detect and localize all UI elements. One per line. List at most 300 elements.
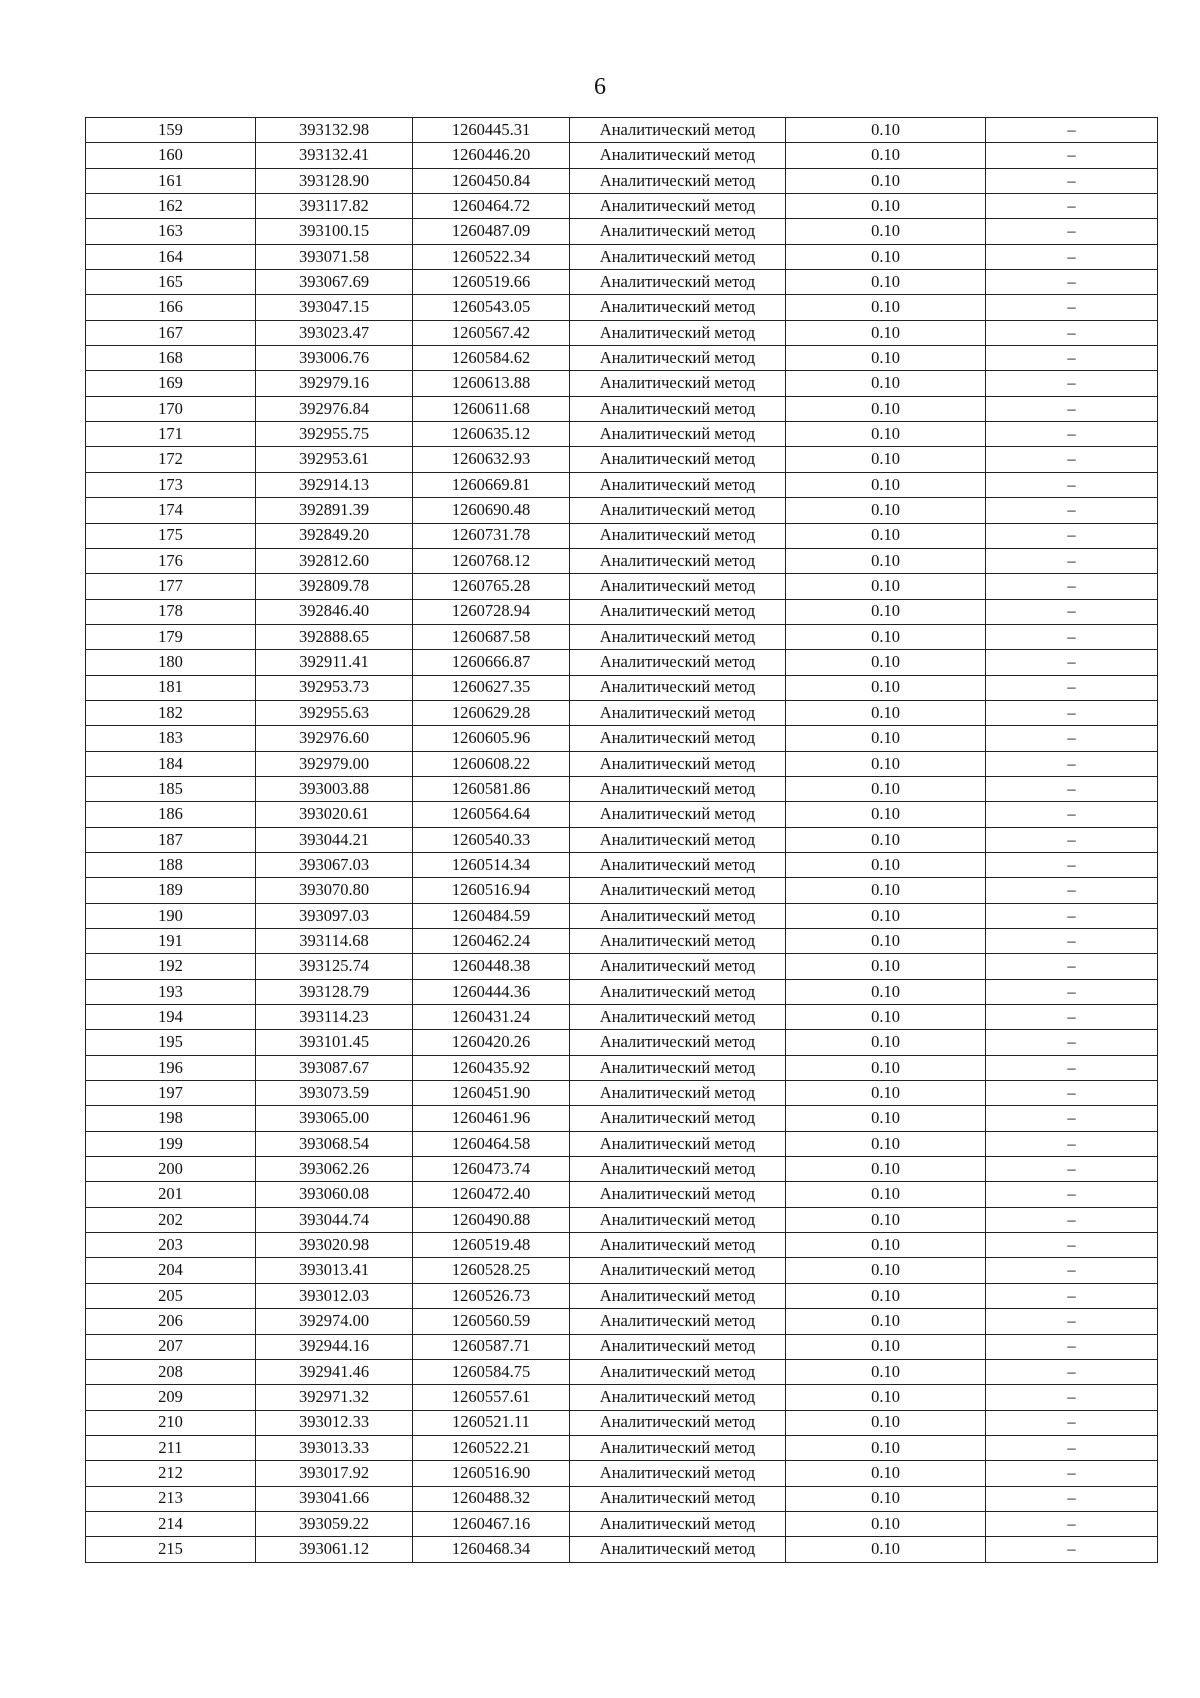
table-row [86,675,1158,700]
y-coordinate-cell: 1260484.59 [413,903,570,928]
point-number-cell: 165 [86,270,256,295]
table-row [86,1309,1158,1334]
point-number-cell: 199 [86,1131,256,1156]
note-cell: – [986,650,1158,675]
accuracy-cell: 0.10 [786,1283,986,1308]
accuracy-cell: 0.10 [786,1334,986,1359]
method-cell: Аналитический метод [570,979,786,1004]
accuracy-cell: 0.10 [786,118,986,143]
y-coordinate-cell: 1260613.88 [413,371,570,396]
note-cell: – [986,270,1158,295]
point-number-cell: 171 [86,422,256,447]
x-coordinate-cell: 392976.84 [256,396,413,421]
point-number-cell: 190 [86,903,256,928]
y-coordinate-cell: 1260522.34 [413,244,570,269]
table-row [86,1410,1158,1435]
method-cell: Аналитический метод [570,295,786,320]
accuracy-cell: 0.10 [786,194,986,219]
method-cell: Аналитический метод [570,1486,786,1511]
table-row [86,371,1158,396]
table-row [86,219,1158,244]
table-row [86,1131,1158,1156]
x-coordinate-cell: 393114.68 [256,929,413,954]
point-number-cell: 207 [86,1334,256,1359]
method-cell: Аналитический метод [570,827,786,852]
x-coordinate-cell: 392953.61 [256,447,413,472]
table-row [86,523,1158,548]
y-coordinate-cell: 1260473.74 [413,1157,570,1182]
y-coordinate-cell: 1260464.72 [413,194,570,219]
method-cell: Аналитический метод [570,143,786,168]
point-number-cell: 178 [86,599,256,624]
x-coordinate-cell: 393020.61 [256,802,413,827]
method-cell: Аналитический метод [570,548,786,573]
accuracy-cell: 0.10 [786,802,986,827]
point-number-cell: 213 [86,1486,256,1511]
point-number-cell: 194 [86,1005,256,1030]
x-coordinate-cell: 393006.76 [256,346,413,371]
x-coordinate-cell: 392849.20 [256,523,413,548]
x-coordinate-cell: 393023.47 [256,320,413,345]
table-row [86,852,1158,877]
point-number-cell: 191 [86,929,256,954]
table-row [86,929,1158,954]
x-coordinate-cell: 392914.13 [256,472,413,497]
method-cell: Аналитический метод [570,219,786,244]
accuracy-cell: 0.10 [786,599,986,624]
x-coordinate-cell: 392974.00 [256,1309,413,1334]
table-row [86,1511,1158,1536]
note-cell: – [986,700,1158,725]
table-row [86,776,1158,801]
table-row [86,574,1158,599]
note-cell: – [986,295,1158,320]
x-coordinate-cell: 393101.45 [256,1030,413,1055]
table-row [86,244,1158,269]
x-coordinate-cell: 393100.15 [256,219,413,244]
method-cell: Аналитический метод [570,346,786,371]
y-coordinate-cell: 1260435.92 [413,1055,570,1080]
point-number-cell: 179 [86,624,256,649]
point-number-cell: 162 [86,194,256,219]
method-cell: Аналитический метод [570,624,786,649]
accuracy-cell: 0.10 [786,371,986,396]
y-coordinate-cell: 1260627.35 [413,675,570,700]
table-row [86,726,1158,751]
note-cell: – [986,244,1158,269]
x-coordinate-cell: 393067.69 [256,270,413,295]
table-row [86,979,1158,1004]
accuracy-cell: 0.10 [786,827,986,852]
y-coordinate-cell: 1260420.26 [413,1030,570,1055]
y-coordinate-cell: 1260522.21 [413,1435,570,1460]
method-cell: Аналитический метод [570,1182,786,1207]
note-cell: – [986,1410,1158,1435]
table-row [86,1258,1158,1283]
point-number-cell: 168 [86,346,256,371]
note-cell: – [986,751,1158,776]
note-cell: – [986,1334,1158,1359]
x-coordinate-cell: 393060.08 [256,1182,413,1207]
accuracy-cell: 0.10 [786,1207,986,1232]
y-coordinate-cell: 1260728.94 [413,599,570,624]
point-number-cell: 200 [86,1157,256,1182]
note-cell: – [986,827,1158,852]
x-coordinate-cell: 393059.22 [256,1511,413,1536]
y-coordinate-cell: 1260768.12 [413,548,570,573]
table-row [86,1233,1158,1258]
y-coordinate-cell: 1260557.61 [413,1385,570,1410]
table-row [86,320,1158,345]
x-coordinate-cell: 393013.33 [256,1435,413,1460]
method-cell: Аналитический метод [570,903,786,928]
x-coordinate-cell: 393003.88 [256,776,413,801]
x-coordinate-cell: 393097.03 [256,903,413,928]
note-cell: – [986,675,1158,700]
method-cell: Аналитический метод [570,929,786,954]
table-row [86,1055,1158,1080]
table-row [86,1283,1158,1308]
x-coordinate-cell: 392911.41 [256,650,413,675]
y-coordinate-cell: 1260605.96 [413,726,570,751]
x-coordinate-cell: 393013.41 [256,1258,413,1283]
method-cell: Аналитический метод [570,1334,786,1359]
note-cell: – [986,1461,1158,1486]
point-number-cell: 205 [86,1283,256,1308]
accuracy-cell: 0.10 [786,675,986,700]
method-cell: Аналитический метод [570,371,786,396]
y-coordinate-cell: 1260635.12 [413,422,570,447]
point-number-cell: 161 [86,168,256,193]
y-coordinate-cell: 1260516.90 [413,1461,570,1486]
accuracy-cell: 0.10 [786,1410,986,1435]
accuracy-cell: 0.10 [786,396,986,421]
table-row [86,1157,1158,1182]
x-coordinate-cell: 393061.12 [256,1537,413,1562]
x-coordinate-cell: 392979.00 [256,751,413,776]
accuracy-cell: 0.10 [786,472,986,497]
y-coordinate-cell: 1260528.25 [413,1258,570,1283]
table-row [86,295,1158,320]
note-cell: – [986,371,1158,396]
y-coordinate-cell: 1260446.20 [413,143,570,168]
method-cell: Аналитический метод [570,776,786,801]
table-row [86,1030,1158,1055]
table-row [86,270,1158,295]
note-cell: – [986,878,1158,903]
point-number-cell: 184 [86,751,256,776]
method-cell: Аналитический метод [570,1055,786,1080]
y-coordinate-cell: 1260564.64 [413,802,570,827]
x-coordinate-cell: 392891.39 [256,498,413,523]
y-coordinate-cell: 1260519.48 [413,1233,570,1258]
note-cell: – [986,1233,1158,1258]
table-row [86,954,1158,979]
method-cell: Аналитический метод [570,1157,786,1182]
method-cell: Аналитический метод [570,574,786,599]
note-cell: – [986,1157,1158,1182]
x-coordinate-cell: 393071.58 [256,244,413,269]
accuracy-cell: 0.10 [786,751,986,776]
note-cell: – [986,1511,1158,1536]
x-coordinate-cell: 392979.16 [256,371,413,396]
point-number-cell: 196 [86,1055,256,1080]
accuracy-cell: 0.10 [786,1157,986,1182]
x-coordinate-cell: 392944.16 [256,1334,413,1359]
table-row [86,1385,1158,1410]
note-cell: – [986,979,1158,1004]
note-cell: – [986,1283,1158,1308]
point-number-cell: 177 [86,574,256,599]
accuracy-cell: 0.10 [786,498,986,523]
method-cell: Аналитический метод [570,244,786,269]
accuracy-cell: 0.10 [786,523,986,548]
accuracy-cell: 0.10 [786,700,986,725]
accuracy-cell: 0.10 [786,1309,986,1334]
method-cell: Аналитический метод [570,1283,786,1308]
accuracy-cell: 0.10 [786,295,986,320]
accuracy-cell: 0.10 [786,650,986,675]
point-number-cell: 187 [86,827,256,852]
y-coordinate-cell: 1260472.40 [413,1182,570,1207]
point-number-cell: 163 [86,219,256,244]
accuracy-cell: 0.10 [786,1233,986,1258]
note-cell: – [986,1005,1158,1030]
point-number-cell: 180 [86,650,256,675]
y-coordinate-cell: 1260666.87 [413,650,570,675]
accuracy-cell: 0.10 [786,1055,986,1080]
method-cell: Аналитический метод [570,168,786,193]
point-number-cell: 182 [86,700,256,725]
accuracy-cell: 0.10 [786,548,986,573]
note-cell: – [986,219,1158,244]
table-row [86,143,1158,168]
accuracy-cell: 0.10 [786,1106,986,1131]
accuracy-cell: 0.10 [786,878,986,903]
x-coordinate-cell: 393073.59 [256,1081,413,1106]
method-cell: Аналитический метод [570,118,786,143]
x-coordinate-cell: 393065.00 [256,1106,413,1131]
point-number-cell: 197 [86,1081,256,1106]
y-coordinate-cell: 1260490.88 [413,1207,570,1232]
x-coordinate-cell: 392955.63 [256,700,413,725]
note-cell: – [986,422,1158,447]
table-row [86,599,1158,624]
point-number-cell: 174 [86,498,256,523]
y-coordinate-cell: 1260584.75 [413,1359,570,1384]
point-number-cell: 193 [86,979,256,1004]
method-cell: Аналитический метод [570,1511,786,1536]
point-number-cell: 181 [86,675,256,700]
note-cell: – [986,802,1158,827]
accuracy-cell: 0.10 [786,776,986,801]
point-number-cell: 188 [86,852,256,877]
x-coordinate-cell: 393128.79 [256,979,413,1004]
note-cell: – [986,168,1158,193]
x-coordinate-cell: 392941.46 [256,1359,413,1384]
accuracy-cell: 0.10 [786,624,986,649]
method-cell: Аналитический метод [570,726,786,751]
method-cell: Аналитический метод [570,194,786,219]
y-coordinate-cell: 1260687.58 [413,624,570,649]
accuracy-cell: 0.10 [786,143,986,168]
table-row [86,1106,1158,1131]
table-row [86,1207,1158,1232]
x-coordinate-cell: 393017.92 [256,1461,413,1486]
x-coordinate-cell: 392888.65 [256,624,413,649]
method-cell: Аналитический метод [570,1258,786,1283]
coordinates-table [85,117,1158,1563]
note-cell: – [986,726,1158,751]
point-number-cell: 166 [86,295,256,320]
y-coordinate-cell: 1260450.84 [413,168,570,193]
note-cell: – [986,1081,1158,1106]
y-coordinate-cell: 1260567.42 [413,320,570,345]
note-cell: – [986,194,1158,219]
y-coordinate-cell: 1260448.38 [413,954,570,979]
y-coordinate-cell: 1260690.48 [413,498,570,523]
y-coordinate-cell: 1260461.96 [413,1106,570,1131]
method-cell: Аналитический метод [570,751,786,776]
point-number-cell: 206 [86,1309,256,1334]
x-coordinate-cell: 393114.23 [256,1005,413,1030]
y-coordinate-cell: 1260462.24 [413,929,570,954]
y-coordinate-cell: 1260526.73 [413,1283,570,1308]
accuracy-cell: 0.10 [786,852,986,877]
table-row [86,624,1158,649]
table-row [86,472,1158,497]
accuracy-cell: 0.10 [786,346,986,371]
point-number-cell: 215 [86,1537,256,1562]
note-cell: – [986,523,1158,548]
x-coordinate-cell: 393012.03 [256,1283,413,1308]
method-cell: Аналитический метод [570,523,786,548]
point-number-cell: 175 [86,523,256,548]
note-cell: – [986,1385,1158,1410]
method-cell: Аналитический метод [570,1359,786,1384]
table-row [86,422,1158,447]
x-coordinate-cell: 392976.60 [256,726,413,751]
x-coordinate-cell: 393128.90 [256,168,413,193]
y-coordinate-cell: 1260765.28 [413,574,570,599]
method-cell: Аналитический метод [570,320,786,345]
page-number: 6 [594,74,606,100]
table-row [86,1005,1158,1030]
point-number-cell: 159 [86,118,256,143]
table-row [86,1537,1158,1562]
y-coordinate-cell: 1260581.86 [413,776,570,801]
point-number-cell: 208 [86,1359,256,1384]
method-cell: Аналитический метод [570,1385,786,1410]
accuracy-cell: 0.10 [786,954,986,979]
table-row [86,827,1158,852]
method-cell: Аналитический метод [570,1537,786,1562]
note-cell: – [986,624,1158,649]
accuracy-cell: 0.10 [786,1030,986,1055]
table-row [86,1081,1158,1106]
method-cell: Аналитический метод [570,599,786,624]
method-cell: Аналитический метод [570,1435,786,1460]
y-coordinate-cell: 1260608.22 [413,751,570,776]
x-coordinate-cell: 393087.67 [256,1055,413,1080]
note-cell: – [986,574,1158,599]
y-coordinate-cell: 1260488.32 [413,1486,570,1511]
point-number-cell: 209 [86,1385,256,1410]
note-cell: – [986,852,1158,877]
point-number-cell: 164 [86,244,256,269]
table-row [86,1435,1158,1460]
accuracy-cell: 0.10 [786,929,986,954]
note-cell: – [986,1258,1158,1283]
table-row [86,194,1158,219]
note-cell: – [986,1309,1158,1334]
method-cell: Аналитический метод [570,498,786,523]
x-coordinate-cell: 393068.54 [256,1131,413,1156]
y-coordinate-cell: 1260519.66 [413,270,570,295]
accuracy-cell: 0.10 [786,1359,986,1384]
table-row [86,1359,1158,1384]
note-cell: – [986,472,1158,497]
y-coordinate-cell: 1260445.31 [413,118,570,143]
accuracy-cell: 0.10 [786,726,986,751]
method-cell: Аналитический метод [570,1207,786,1232]
point-number-cell: 176 [86,548,256,573]
method-cell: Аналитический метод [570,422,786,447]
note-cell: – [986,118,1158,143]
x-coordinate-cell: 393062.26 [256,1157,413,1182]
table-row [86,700,1158,725]
x-coordinate-cell: 393067.03 [256,852,413,877]
y-coordinate-cell: 1260444.36 [413,979,570,1004]
table-row [86,1486,1158,1511]
point-number-cell: 211 [86,1435,256,1460]
method-cell: Аналитический метод [570,396,786,421]
note-cell: – [986,1030,1158,1055]
table-row [86,346,1158,371]
point-number-cell: 170 [86,396,256,421]
y-coordinate-cell: 1260467.16 [413,1511,570,1536]
note-cell: – [986,776,1158,801]
accuracy-cell: 0.10 [786,447,986,472]
y-coordinate-cell: 1260611.68 [413,396,570,421]
accuracy-cell: 0.10 [786,903,986,928]
method-cell: Аналитический метод [570,447,786,472]
point-number-cell: 198 [86,1106,256,1131]
x-coordinate-cell: 393125.74 [256,954,413,979]
accuracy-cell: 0.10 [786,1537,986,1562]
y-coordinate-cell: 1260632.93 [413,447,570,472]
point-number-cell: 201 [86,1182,256,1207]
table-row [86,1461,1158,1486]
y-coordinate-cell: 1260514.34 [413,852,570,877]
method-cell: Аналитический метод [570,700,786,725]
table-row [86,396,1158,421]
y-coordinate-cell: 1260587.71 [413,1334,570,1359]
point-number-cell: 204 [86,1258,256,1283]
accuracy-cell: 0.10 [786,574,986,599]
table-row [86,903,1158,928]
x-coordinate-cell: 392809.78 [256,574,413,599]
accuracy-cell: 0.10 [786,1486,986,1511]
y-coordinate-cell: 1260487.09 [413,219,570,244]
accuracy-cell: 0.10 [786,270,986,295]
method-cell: Аналитический метод [570,1461,786,1486]
y-coordinate-cell: 1260731.78 [413,523,570,548]
point-number-cell: 195 [86,1030,256,1055]
accuracy-cell: 0.10 [786,219,986,244]
method-cell: Аналитический метод [570,1131,786,1156]
method-cell: Аналитический метод [570,650,786,675]
